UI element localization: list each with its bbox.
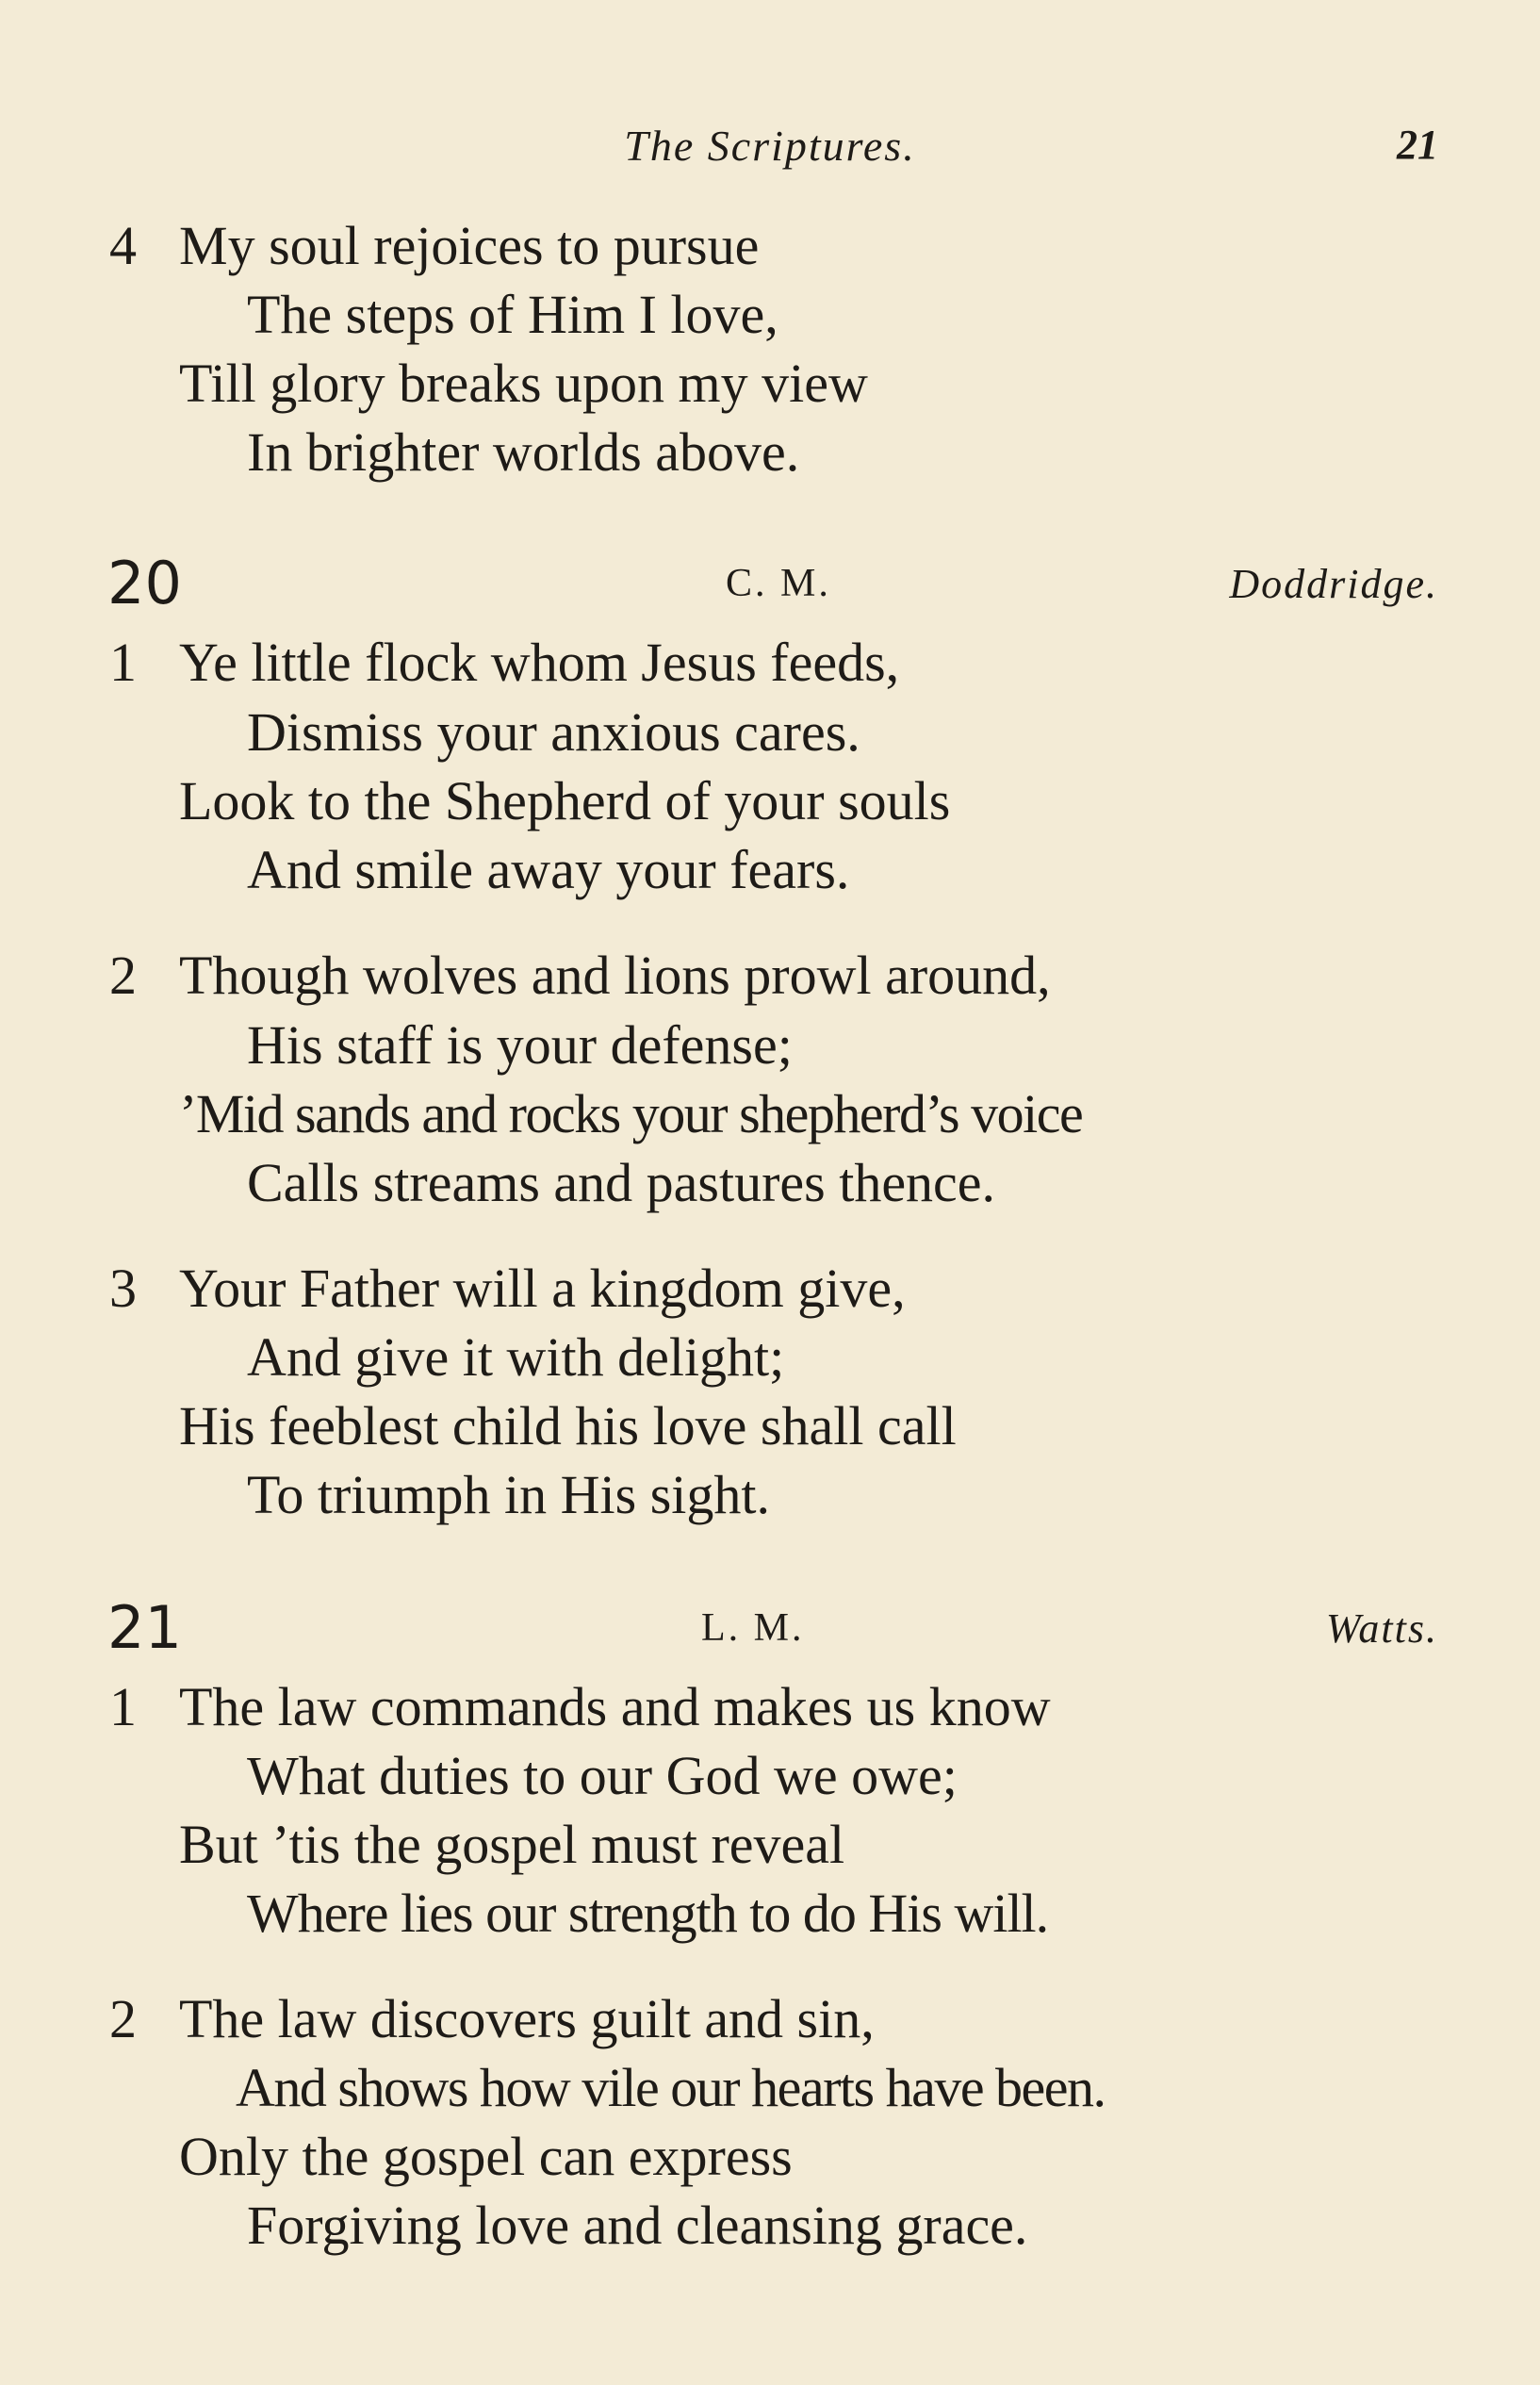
stanza-line: And smile away your fears. <box>247 839 850 900</box>
stanza-number: 2 <box>109 1988 137 2049</box>
stanza-line: Forgiving love and cleansing grace. <box>247 2195 1028 2256</box>
stanza-line: Till glory breaks upon my view <box>179 353 868 414</box>
stanza-line: His feeblest child his love shall call <box>179 1395 957 1456</box>
stanza-number: 4 <box>109 215 137 276</box>
stanza-line: And give it with delight; <box>247 1326 785 1388</box>
hymn-meter: C. M. <box>726 562 831 605</box>
hymn-author: Watts. <box>1325 1605 1438 1652</box>
stanza-line: Where lies our strength to do His will. <box>247 1883 1049 1944</box>
stanza-number: 1 <box>109 1676 137 1737</box>
stanza-number: 1 <box>109 632 137 693</box>
stanza-line: 1 Ye little flock whom Jesus feeds, <box>109 632 900 693</box>
stanza-line: 2 The law discovers guilt and sin, <box>109 1988 875 2049</box>
stanza-line: 2 Though wolves and lions prowl around, <box>109 945 1051 1006</box>
hymn-number: 21 <box>107 1593 182 1662</box>
stanza-line: 4 My soul rejoices to pursue <box>109 215 760 276</box>
stanza-line: In brighter worlds above. <box>247 421 800 483</box>
hymn-number: 20 <box>107 549 182 617</box>
stanza-line: Dismiss your anxious cares. <box>247 701 860 763</box>
stanza-line: His staff is your defense; <box>247 1014 793 1076</box>
stanza-number: 2 <box>109 945 137 1006</box>
stanza-line: To triumph in His sight. <box>247 1464 771 1525</box>
stanza-line: ’Mid sands and rocks your shepherd’s voice <box>179 1083 1083 1144</box>
stanza-line: Only the gospel can express <box>179 2126 793 2187</box>
stanza-line: 3 Your Father will a kingdom give, <box>109 1258 906 1319</box>
running-title: The Scriptures. <box>624 122 916 170</box>
stanza-line: Look to the Shepherd of your souls <box>179 770 951 831</box>
stanza-line: What duties to our God we owe; <box>247 1745 958 1806</box>
hymn-author: Doddridge. <box>1229 561 1438 607</box>
hymn-meter: L. M. <box>701 1606 805 1650</box>
stanza-number: 3 <box>109 1258 137 1319</box>
page-number: 21 <box>1397 122 1438 168</box>
stanza-line: Calls streams and pastures thence. <box>247 1152 996 1213</box>
stanza-line: And shows how vile our hearts have been. <box>236 2057 1106 2118</box>
stanza-line: The steps of Him I love, <box>247 284 778 345</box>
stanza-line: But ’tis the gospel must reveal <box>179 1814 845 1875</box>
stanza-line: 1 The law commands and makes us know <box>109 1676 1051 1737</box>
